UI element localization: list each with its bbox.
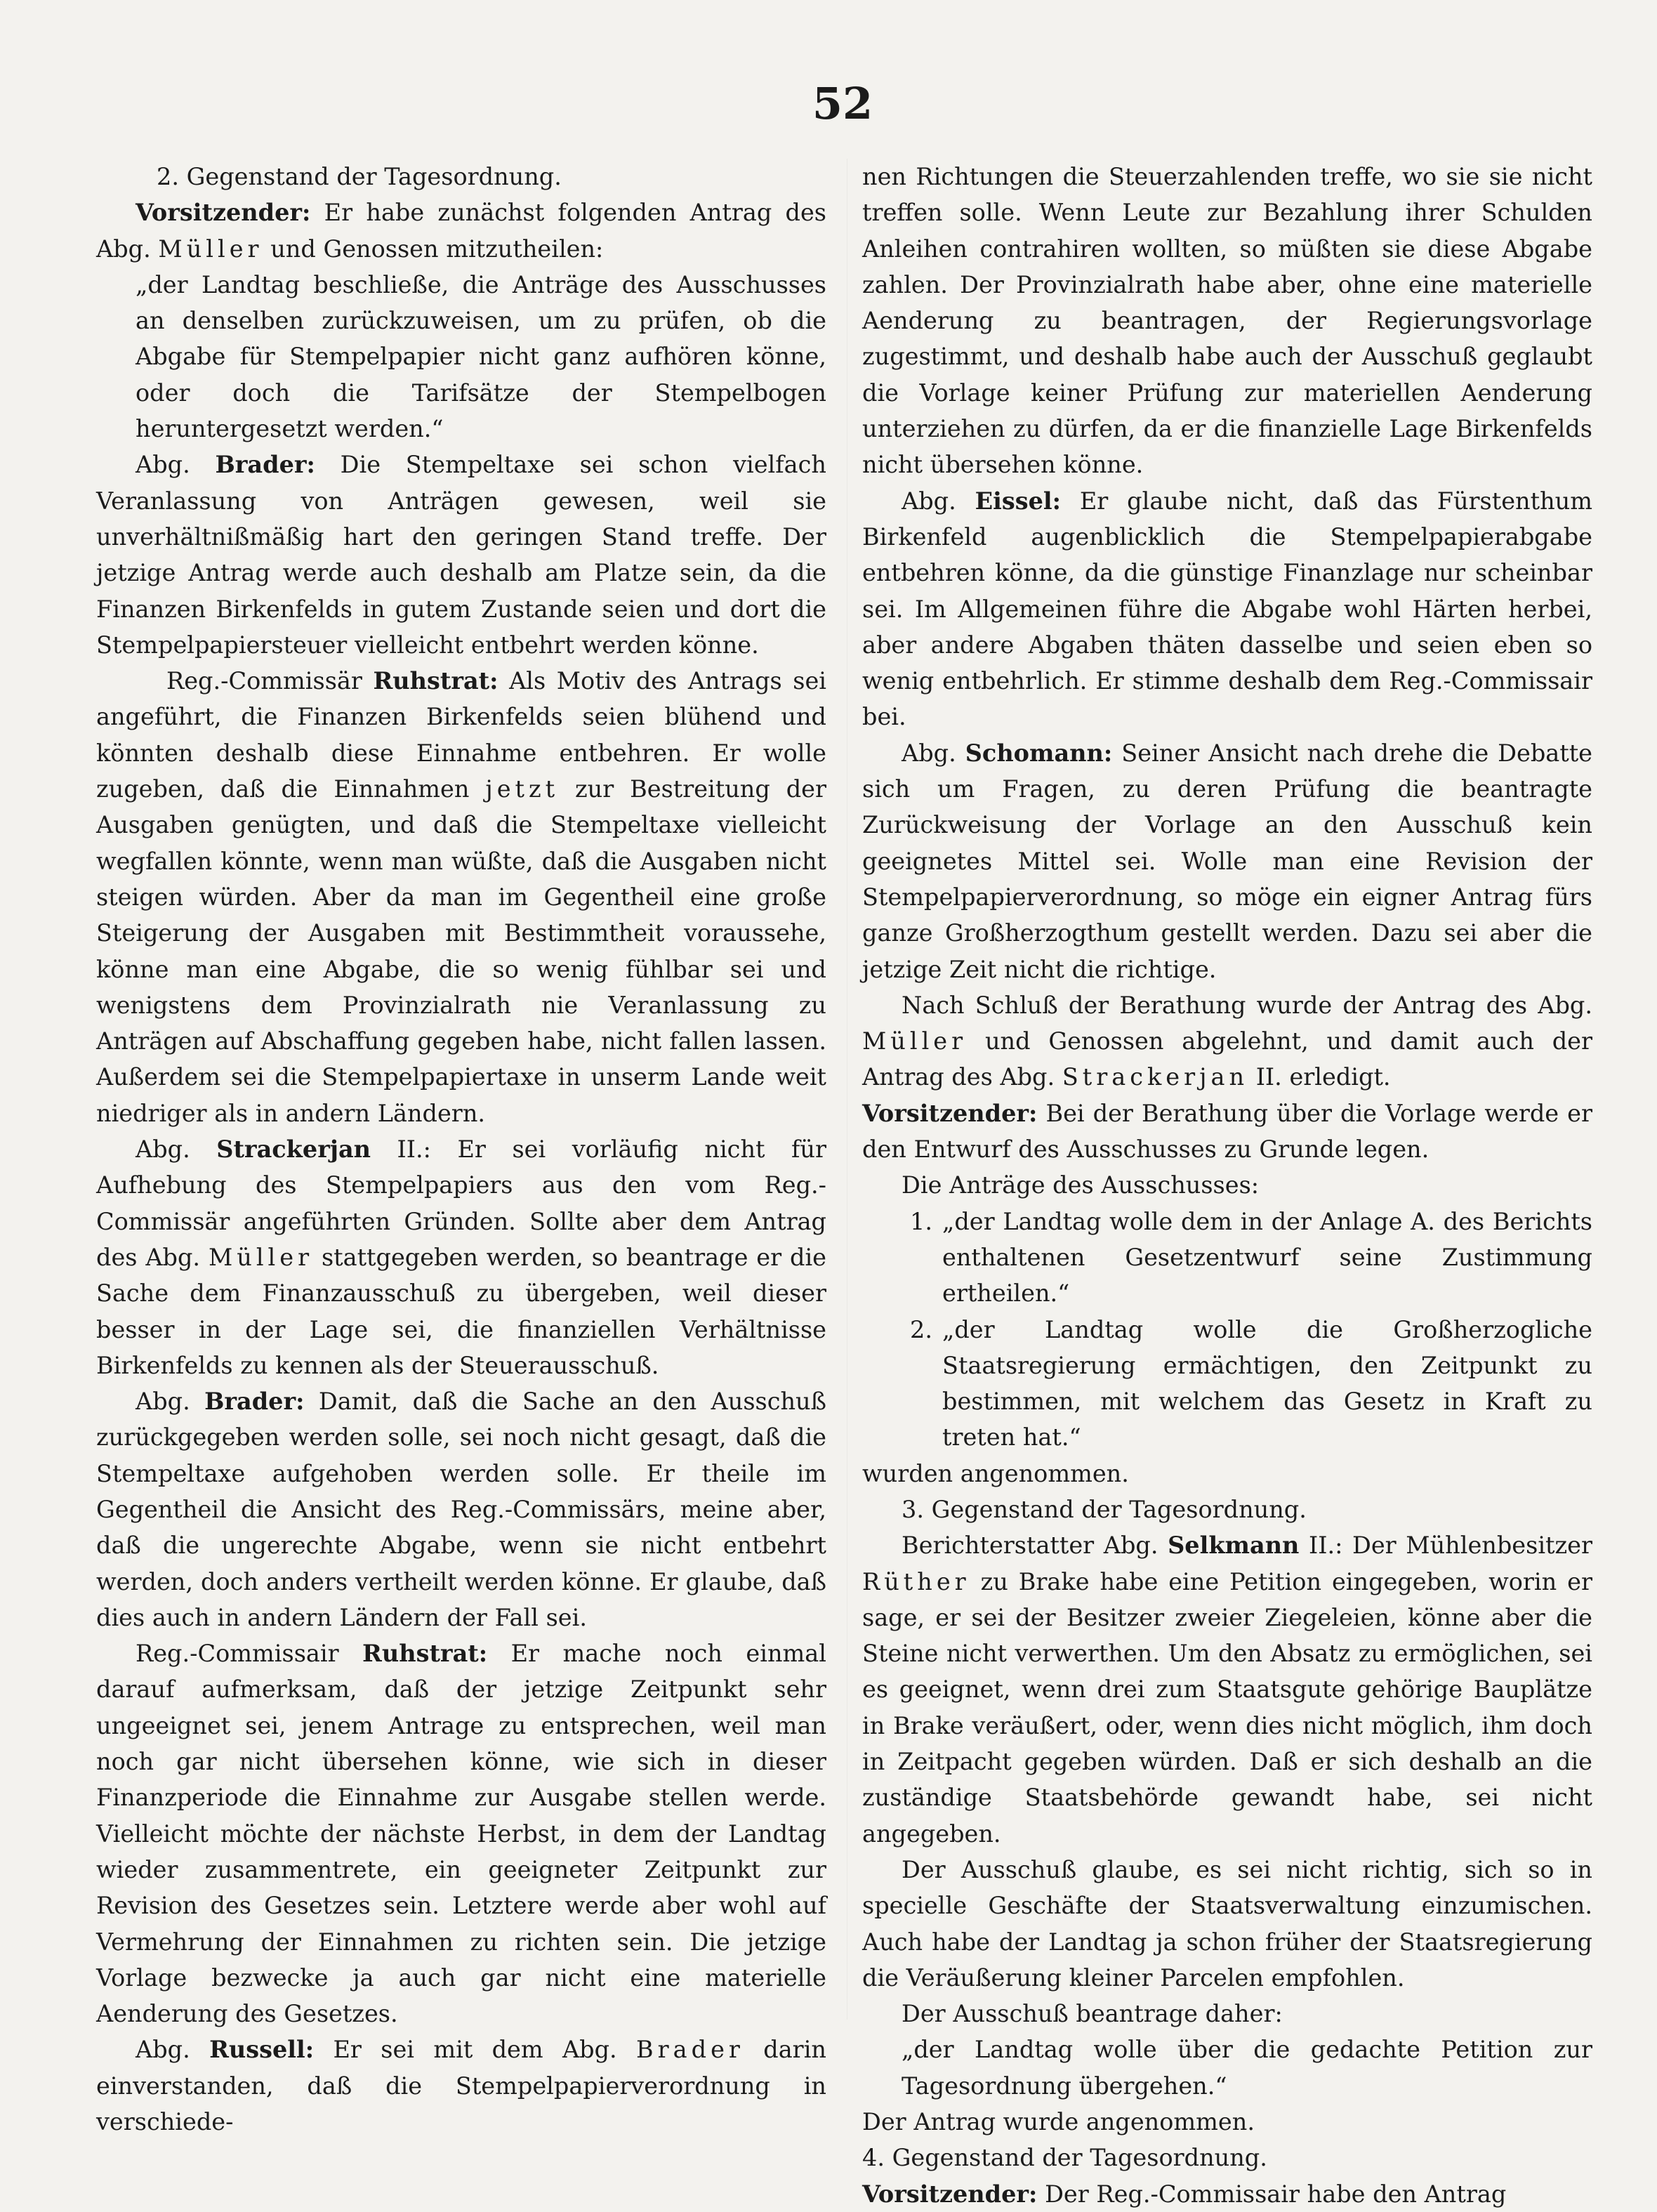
list-text: „der Landtag wolle dem in der Anlage A. des Berichts enthaltenen Gesetzentwurf seine Zustimmung ertheilen.“ (942, 1207, 1592, 1308)
emphasis: jetzt (485, 775, 560, 803)
agenda-item-heading: 3. Gegenstand der Tagesordnung. (902, 1495, 1307, 1523)
spaced-name: Müller (208, 1243, 314, 1271)
list-item (862, 1204, 1592, 1312)
paragraph (96, 447, 826, 663)
paragraph (862, 2176, 1592, 2212)
paragraph-text: Der Reg.-Commissair habe den Antrag (1037, 2180, 1507, 2208)
paragraph-text: und Genossen abgelehnt, und damit auch der Antrag des Abg. (862, 1027, 1592, 1091)
paragraph (96, 1131, 826, 1383)
speaker-title: Abg. (136, 1135, 217, 1164)
speaker-title: Abg. (902, 487, 975, 515)
speaker-title: Berichterstatter Abg. (902, 1532, 1168, 1560)
paragraph-text: Nach Schluß der Berathung wurde der Antrag des Abg. (902, 991, 1592, 1019)
speaker-title: Abg. (902, 739, 965, 767)
quoted-motion: „der Landtag beschließe, die Anträge des Ausschusses an denselben zurückzuweisen, um zu prüfen, ob die Abgabe für Stempelpapier nicht ganz aufhören könne, oder doch die Tarifsätze der Stempelbogen heruntergesetzt werden.“ (136, 270, 826, 443)
paragraph (96, 195, 826, 267)
paragraph: Die Anträge des Ausschusses: (902, 1171, 1260, 1199)
paragraph (96, 1383, 826, 1635)
speaker-name: Eissel: (975, 487, 1061, 515)
paragraph-text: darin einverstanden, daß die Stempelpapierverordnung in verschiede- (96, 2036, 826, 2136)
paragraph (862, 987, 1592, 1095)
paragraph-text: zur Bestreitung der Ausgaben genügten, und daß die Stempeltaxe vielleicht wegfallen könnte, wenn man wüßte, daß die Ausgaben nicht steigen würden. Aber da man im Gegentheil eine große Steigerung der Ausgaben mit Bestimmtheit voraussehe, könne man eine Abgabe, die so wenig fühlbar sei und wenigstens dem Provinzialrath nie Veranlassung zu Anträgen auf Abschaffung gegeben habe, nicht fallen lassen. Außerdem sei die Stempelpapiertaxe in unserm Lande weit niedriger als in andern Ländern. (96, 775, 826, 1127)
speaker-title: Reg.-Commissair (136, 1640, 363, 1668)
paragraph-text: Bei der Berathung über die Vorlage werde er den Entwurf des Ausschusses zu Grunde legen. (862, 1099, 1592, 1164)
paragraph-text: und Genossen mitzutheilen: (263, 235, 604, 263)
speaker-title: Abg. (136, 2036, 210, 2064)
paragraph-text: II.: Der Mühlenbesitzer (1299, 1532, 1592, 1560)
paragraph (862, 735, 1592, 987)
spaced-name: Rüther (862, 1567, 970, 1595)
paragraph-text: stattgegeben werden, so beantrage er die Sache dem Finanzausschuß zu übergeben, weil dieser besser in der Lage sei, die finanziellen Verhältnisse Birkenfelds zu kennen als der Steuerausschuß. (96, 1243, 826, 1379)
paragraph-text: Seiner Ansicht nach drehe die Debatte sich um Fragen, zu deren Prüfung die beantragte Zurückweisung der Vorlage an den Ausschuß kein geeignetes Mittel sei. Wolle man eine Revision der Stempelpapierverordnung, so möge ein eigner Antrag fürs ganze Großherzogthum gestellt werden. Dazu sei aber die jetzige Zeit nicht die richtige. (862, 739, 1592, 983)
speaker-name: Vorsitzender: (136, 199, 311, 227)
paragraph-text: Als Motiv des Antrags sei angeführt, die Finanzen Birkenfelds seien blühend und könnten deshalb diese Einnahme entbehren. Er wolle zugeben, daß die Einnahmen (96, 667, 826, 803)
list-item (862, 1312, 1592, 1456)
paragraph-text: Er glaube nicht, daß das Fürstenthum Birkenfeld augenblicklich die Stempelpapierabgabe entbehren könne, da die günstige Finanzlage nur scheinbar sei. Im Allgemeinen führe die Abgabe wohl Härten herbei, aber andere Abgaben thäten dasselbe und seien eben so wenig entbehrlich. Er stimme deshalb dem Reg.-Commissair bei. (862, 487, 1592, 731)
speaker-name: Russell: (209, 2036, 315, 2064)
spaced-name: Brader (636, 2036, 744, 2064)
paragraph (96, 1635, 826, 2032)
list-text: „der Landtag wolle die Großherzogliche Staatsregierung ermächtigen, den Zeitpunkt zu bestimmen, mit welchem das Gesetz in Kraft zu treten hat.“ (942, 1315, 1592, 1451)
left-column (96, 159, 826, 2136)
paragraph-text: Er mache noch einmal darauf aufmerksam, daß der jetzige Zeitpunkt sehr ungeeignet sei, jenem Antrage zu entsprechen, weil man noch gar nicht übersehen könne, wie sich in dieser Finanzperiode die Einnahme zur Ausgabe stellen werde. Vielleicht möchte der nächste Herbst, in dem der Landtag wieder zusammentrete, ein geeigneter Zeitpunkt zur Revision des Gesetzes sein. Letztere werde aber wohl auf Vermehrung der Einnahmen zu richten sein. Die jetzige Vorlage bezwecke ja auch gar nicht eine materielle Aenderung des Gesetzes. (96, 1640, 826, 2028)
agenda-item-heading: 4. Gegenstand der Tagesordnung. (862, 2144, 1267, 2172)
agenda-item-heading: 2. Gegenstand der Tagesordnung. (157, 163, 562, 190)
speaker-title: Abg. (136, 451, 216, 479)
speaker-name: Ruhstrat: (373, 667, 499, 695)
page-number: 52 (812, 78, 873, 129)
list-number: 1. (910, 1207, 932, 1235)
speaker-name: Vorsitzender: (862, 1099, 1038, 1127)
paragraph-text: II. erledigt. (1248, 1063, 1391, 1091)
paragraph (862, 483, 1592, 735)
paragraph-text: II.: Er sei vorläufig nicht für Aufhebung des Stempelpapiers aus den vom Reg.-Commissär angeführten Gründen. Sollte aber dem Antrag des Abg. (96, 1135, 826, 1271)
speaker-name: Ruhstrat: (362, 1640, 488, 1668)
speaker-title: Reg.-Commissär (166, 667, 374, 695)
spaced-name: Strackerjan (1062, 1063, 1249, 1091)
paragraph: Der Antrag wurde angenommen. (862, 2108, 1255, 2136)
paragraph-text: zu Brake habe eine Petition eingegeben, worin er sage, er sei der Besitzer zweier Ziegeleien, könne aber die Steine nicht verwerthen. Um den Absatz zu ermöglichen, sei es geeignet, wenn drei zum Staatsgute gehörige Bauplätze in Brake veräußert, oder, wenn dies nicht möglich, ihm doch in Zeitpacht gegeben würden. Daß er sich deshalb an die zuständige Staatsbehörde gewandt habe, sei nicht angegeben. (862, 1567, 1592, 1848)
paragraph (96, 2032, 826, 2140)
spaced-name: Müller (158, 235, 263, 263)
speaker-name: Brader: (204, 1388, 305, 1416)
paragraph: wurden angenommen. (862, 1459, 1129, 1487)
speaker-name: Selkmann (1168, 1532, 1300, 1560)
paragraph: Der Ausschuß glaube, es sei nicht richtig, sich so in specielle Geschäfte der Staatsverwaltung einzumischen. Auch habe der Landtag ja schon früher der Staatsregierung die Veräußerung kleiner Parcelen empfohlen. (862, 1855, 1592, 1992)
paragraph-text: Er habe zunächst folgenden Antrag des Abg. (96, 199, 826, 263)
speaker-title: Abg. (136, 1388, 205, 1416)
speaker-name: Vorsitzender: (862, 2180, 1038, 2208)
paragraph (96, 663, 826, 1131)
paragraph-text: Damit, daß die Sache an den Ausschuß zurückgegeben werden solle, sei noch nicht gesagt, daß die Stempeltaxe aufgehoben werden solle. Er theile im Gegentheil die Ansicht des Reg.-Commissärs, meine aber, daß die ungerechte Abgabe, wenn sie nicht entbehrt werden, doch anders vertheilt werden könne. Er glaube, daß dies auch in andern Ländern der Fall sei. (96, 1388, 826, 1631)
spaced-name: Müller (862, 1027, 968, 1055)
paragraph: nen Richtungen die Steuerzahlenden treffe, wo sie sie nicht treffen solle. Wenn Leute zur Bezahlung ihrer Schulden Anleihen contrahiren wollten, so müßten sie diese Abgabe zahlen. Der Provinzialrath habe aber, ohne eine materielle Aenderung zu beantragen, der Regierungsvorlage zugestimmt, und deshalb habe auch der Ausschuß geglaubt die Vorlage keiner Prüfung zur materiellen Aenderung unterziehen zu dürfen, da er die finanzielle Lage Birkenfelds nicht übersehen könne. (862, 163, 1592, 479)
quoted-motion: „der Landtag wolle über die gedachte Petition zur Tagesordnung übergehen.“ (902, 2036, 1592, 2100)
paragraph-text: Die Stempeltaxe sei schon vielfach Veranlassung von Anträgen gewesen, weil sie unverhältnißmäßig hart den geringen Stand treffe. Der jetzige Antrag werde auch deshalb am Platze sein, da die Finanzen Birkenfelds in gutem Zustande seien und dort die Stempelpapiersteuer vielleicht entbehrt werden könne. (96, 451, 826, 659)
speaker-name: Strackerjan (216, 1135, 371, 1164)
paragraph (862, 1095, 1592, 1168)
paragraph (862, 1527, 1592, 1852)
right-column (862, 159, 1592, 2208)
paragraph: Der Ausschuß beantrage daher: (902, 2000, 1283, 2028)
list-number: 2. (910, 1315, 932, 1343)
paragraph-text: Er sei mit dem Abg. (314, 2036, 637, 2064)
speaker-name: Schomann: (965, 739, 1113, 767)
speaker-name: Brader: (215, 451, 315, 479)
